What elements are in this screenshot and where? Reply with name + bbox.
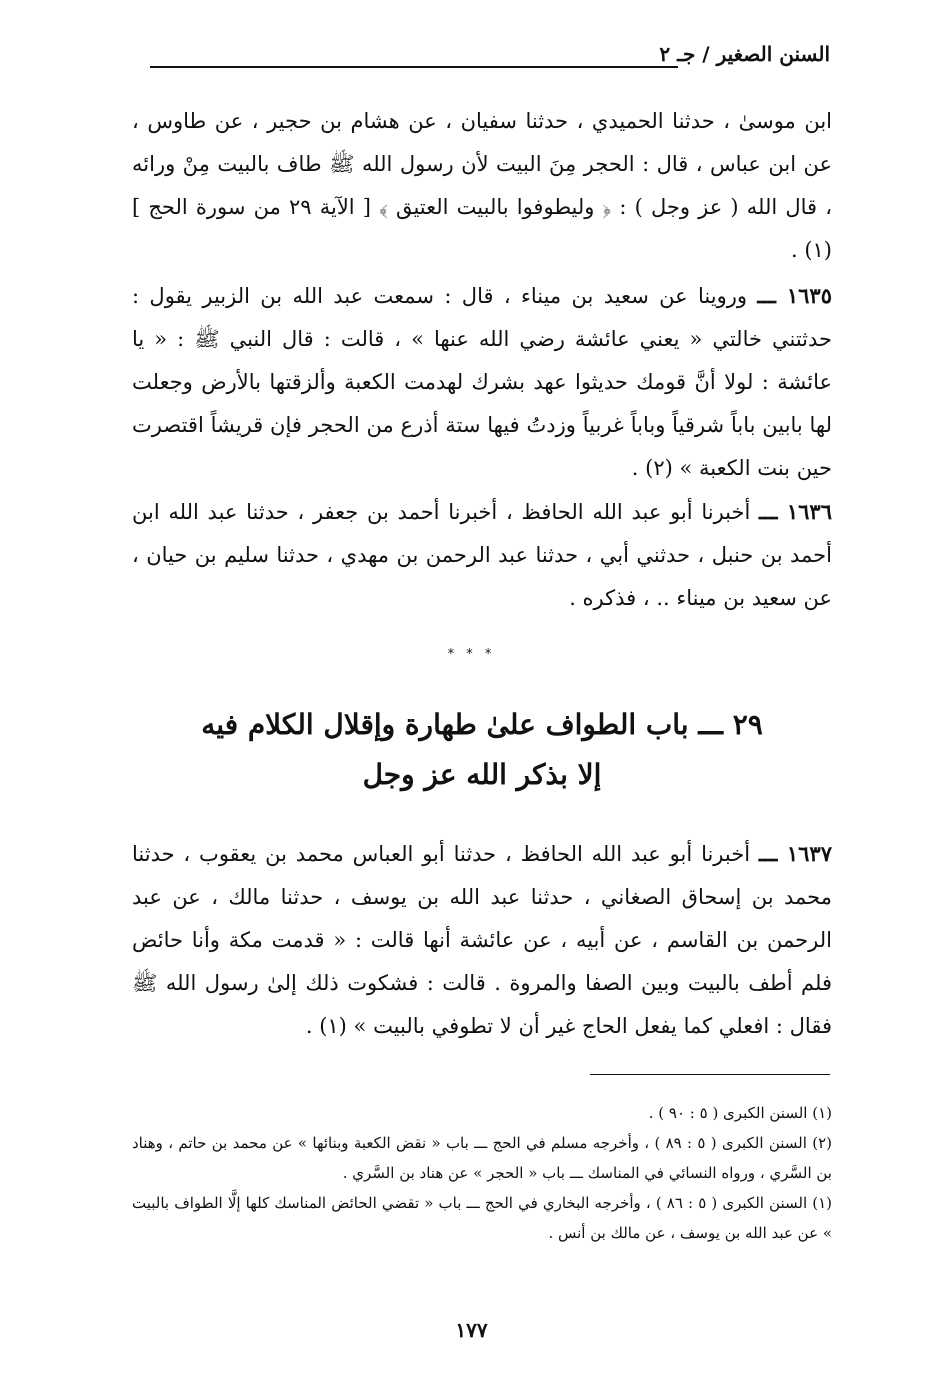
footnotes [132, 1098, 832, 1248]
hadith-number: ١٦٣٥ ـــ [757, 283, 832, 308]
chapter-title-line-2: إلا بذكر الله عز وجل [362, 758, 602, 791]
hadith-paragraph-1635 [132, 274, 832, 494]
hadith-paragraph-1636 [132, 490, 832, 624]
section-separator: * * * [447, 647, 496, 662]
chapter-title-line-1: ٢٩ ـــ باب الطواف علىٰ طهارة وإقلال الكلام فيه [201, 708, 763, 741]
footnote: (٢) السنن الكبرى ( ٥ : ٨٩ ) ، وأخرجه مسلم في الحج ـــ باب « نقض الكعبة وبنائها » عن محمد بن حاتم ، وهناد بن السَّري ، ورواه النسائي في المناسك ـــ باب « الحجر » عن هناد بن السَّري . [132, 1134, 832, 1182]
paragraph-text: ابن موسىٰ ، حدثنا الحميدي ، حدثنا سفيان ، عن هشام بن حجير ، عن طاوس ، عن ابن عباس ، قال : الحجر مِنَ البيت لأن رسول الله ﷺ طاف بالبيت مِنْ ورائه ، قال الله ( عز وجل ) : ﴿ وليطوفوا بالبيت العتيق ﴾ [ الآية ٢٩ من سورة الحج ] (١) . [132, 109, 833, 262]
footnote-rule [590, 1074, 830, 1075]
hadith-number: ١٦٣٦ ـــ [759, 499, 832, 524]
footnote: (١) السنن الكبرى ( ٥ : ٩٠ ) . [648, 1104, 832, 1122]
chapter-heading [132, 700, 832, 800]
footnote: (١) السنن الكبرى ( ٥ : ٨٦ ) ، وأخرجه البخاري في الحج ـــ باب « تقضي الحائض المناسك كلها إلَّا الطواف بالبيت » عن عبد الله بن يوسف ، عن مالك بن أنس . [132, 1194, 833, 1242]
running-title: السنن الصغير / جـ ٢ [659, 42, 830, 66]
hadith-paragraph-continued [132, 100, 832, 276]
header-rule [150, 66, 678, 68]
hadith-paragraph-1637 [132, 832, 832, 1052]
paragraph-text: أخبرنا أبو عبد الله الحافظ ، أخبرنا أحمد بن جعفر ، حدثنا عبد الله ابن أحمد بن حنبل ، حدثني أبي ، حدثنا عبد الرحمن بن مهدي ، حدثنا سليم بن حيان ، عن سعيد بن ميناء .. ، فذكره . [132, 500, 832, 610]
hadith-number: ١٦٣٧ ـــ [758, 841, 832, 866]
paragraph-text: وروينا عن سعيد بن ميناء ، قال : سمعت عبد الله بن الزبير يقول : حدثتني خالتي « يعني عائشة رضي الله عنها » ، قالت : قال النبي ﷺ : « يا عائشة : لولا أنَّ قومك حديثوا عهد بشرك لهدمت الكعبة وألزقتها بالأرض وجعلت لها بابين باباً شرقياً وباباً غربياً وزدتُ فيها ستة أذرع من الحجر فإن قريشاً اقتصرت حين بنت الكعبة » (٢) . [132, 284, 832, 480]
paragraph-text: أخبرنا أبو عبد الله الحافظ ، حدثنا أبو العباس محمد بن يعقوب ، حدثنا محمد بن إسحاق الصغاني ، حدثنا عبد الله بن يوسف ، حدثنا مالك ، عن عبد الرحمن بن القاسم ، عن أبيه ، عن عائشة أنها قالت : « قدمت مكة وأنا حائض فلم أطف بالبيت وبين الصفا والمروة . قالت : فشكوت ذلك إلىٰ رسول الله ﷺ فقال : افعلي كما يفعل الحاج غير أن لا تطوفي بالبيت » (١) . [132, 842, 832, 1038]
page-number: ١٧٧ [455, 1318, 488, 1342]
running-header [150, 42, 830, 82]
